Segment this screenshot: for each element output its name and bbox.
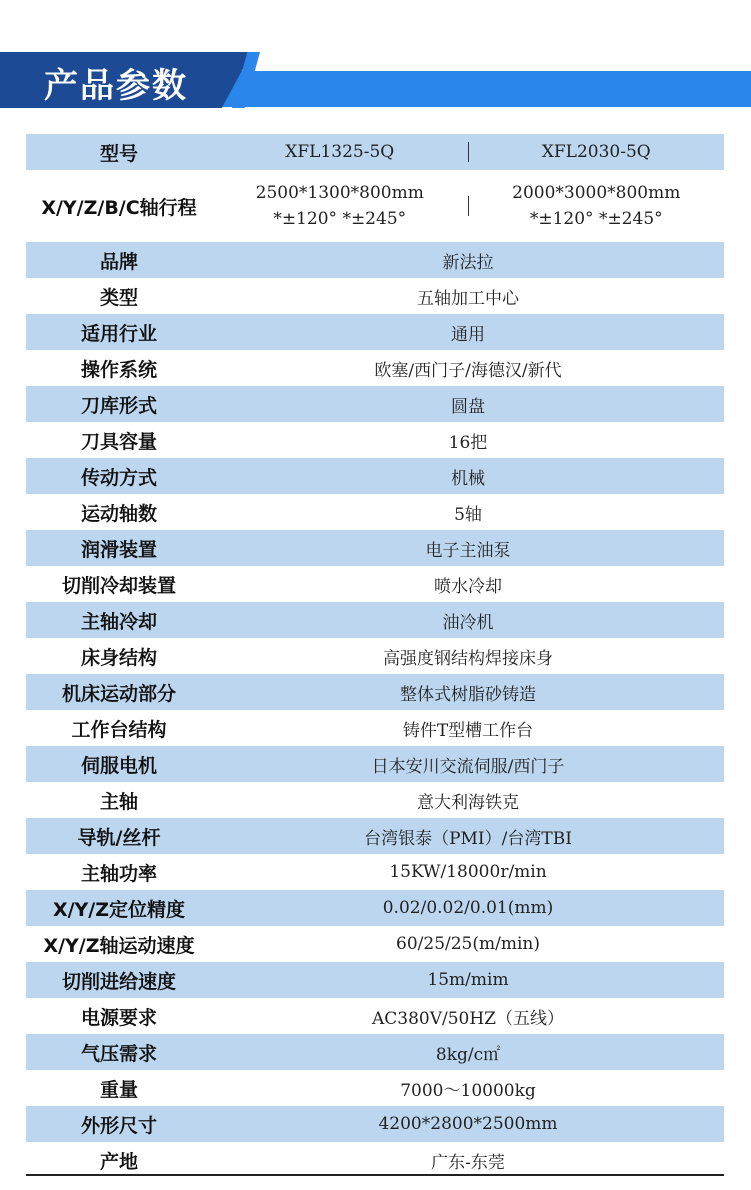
- spec-label: 主轴冷却: [80, 610, 157, 633]
- spec-value: 4200*2800*2500mm: [378, 1114, 558, 1134]
- spec-value: 15m/mim: [427, 970, 509, 990]
- spec-value: 5轴: [454, 504, 482, 525]
- spec-label: 切削冷却装置: [61, 574, 176, 597]
- spec-row: [26, 422, 724, 458]
- model-split: [212, 134, 724, 170]
- spec-label: 床身结构: [80, 646, 157, 669]
- spec-value: 高强度钢结构焊接床身: [383, 648, 553, 669]
- spec-row: [26, 710, 724, 746]
- spec-label: 类型: [99, 286, 138, 309]
- spec-label: 刀具容量: [80, 430, 157, 453]
- spec-label: 润滑装置: [80, 538, 157, 561]
- spec-value: 日本安川交流伺服/西门子: [371, 756, 565, 777]
- travel-a-line2: *±120° *±245°: [273, 209, 407, 229]
- travel-split: [212, 170, 724, 242]
- spec-value: 欧塞/西门子/海德汉/新代: [374, 360, 562, 381]
- spec-label: X/Y/Z/B/C轴行程: [41, 196, 197, 219]
- spec-label: 产地: [99, 1150, 138, 1173]
- spec-value: 60/25/25(m/min): [396, 934, 540, 954]
- spec-row: [26, 278, 724, 314]
- spec-value: 喷水冷却: [434, 576, 502, 597]
- spec-row: [26, 998, 724, 1034]
- spec-row: [26, 926, 724, 962]
- spec-row: [26, 1142, 724, 1178]
- travel-b-line1: 2000*3000*800mm: [512, 183, 681, 203]
- spec-value: 8kg/c㎡: [435, 1044, 501, 1065]
- spec-row: [26, 242, 724, 278]
- spec-row: [26, 1106, 724, 1142]
- spec-label: 重量: [99, 1078, 138, 1101]
- spec-value: 通用: [451, 324, 485, 345]
- spec-value: 电子主油泵: [425, 540, 511, 561]
- spec-label: X/Y/Z定位精度: [52, 898, 186, 921]
- spec-value: 0.02/0.02/0.01(mm): [382, 898, 554, 918]
- spec-row: [26, 602, 724, 638]
- spec-value: 铸件T型槽工作台: [402, 720, 534, 741]
- spec-row-model: [26, 134, 724, 170]
- model-a-value: XFL1325-5Q: [285, 142, 395, 162]
- travel-b-value: [469, 180, 725, 232]
- spec-label: 刀库形式: [80, 394, 157, 417]
- section-header-banner: [0, 52, 751, 112]
- spec-value: 油冷机: [442, 612, 494, 633]
- spec-value: 广东-东莞: [431, 1152, 505, 1173]
- spec-label: 工作台结构: [71, 718, 167, 741]
- spec-label: 主轴: [99, 790, 138, 813]
- spec-label: 操作系统: [80, 358, 157, 381]
- spec-value: 16把: [448, 432, 488, 453]
- spec-row: [26, 494, 724, 530]
- spec-row: [26, 818, 724, 854]
- travel-b-line2: *±120° *±245°: [529, 209, 663, 229]
- spec-row: [26, 638, 724, 674]
- spec-value: 整体式树脂砂铸造: [400, 684, 536, 705]
- spec-label: 气压需求: [80, 1042, 157, 1065]
- spec-row: [26, 350, 724, 386]
- spec-label: 传动方式: [80, 466, 157, 489]
- spec-value: AC380V/50HZ（五线）: [371, 1008, 564, 1029]
- spec-value: 圆盘: [451, 396, 485, 417]
- spec-row: [26, 746, 724, 782]
- spec-row: [26, 458, 724, 494]
- spec-row: [26, 566, 724, 602]
- spec-row: [26, 1034, 724, 1070]
- table-bottom-rule: [26, 1174, 724, 1176]
- spec-row: [26, 890, 724, 926]
- section-title: 产品参数: [44, 66, 188, 106]
- spec-value: 15KW/18000r/min: [389, 862, 547, 882]
- spec-label: 伺服电机: [80, 754, 157, 777]
- travel-a-value: [212, 180, 468, 232]
- spec-label: 切削进给速度: [61, 970, 176, 993]
- spec-value: 机械: [451, 468, 485, 489]
- spec-value: 五轴加工中心: [417, 288, 519, 309]
- travel-a-line1: 2500*1300*800mm: [255, 183, 424, 203]
- spec-table: [26, 134, 724, 1178]
- spec-row: [26, 530, 724, 566]
- spec-label: 机床运动部分: [61, 682, 176, 705]
- spec-value: 7000～10000kg: [400, 1080, 536, 1101]
- spec-value: 意大利海铁克: [417, 792, 519, 813]
- spec-label: 品牌: [99, 250, 138, 273]
- spec-row: [26, 1070, 724, 1106]
- spec-rows: [26, 242, 724, 1178]
- model-b-value: XFL2030-5Q: [541, 142, 651, 162]
- spec-label: 外形尺寸: [80, 1114, 157, 1137]
- spec-row: [26, 962, 724, 998]
- spec-value: 新法拉: [442, 252, 494, 273]
- spec-row: [26, 782, 724, 818]
- spec-row-travel: [26, 170, 724, 242]
- spec-label: 适用行业: [80, 322, 157, 345]
- spec-value: 台湾银泰（PMI）/台湾TBI: [364, 828, 572, 849]
- spec-label: 主轴功率: [80, 862, 157, 885]
- spec-label: 运动轴数: [80, 502, 157, 525]
- banner-stripe: [220, 71, 751, 107]
- spec-label: 导轨/丝杆: [77, 826, 161, 849]
- spec-label: 电源要求: [80, 1006, 157, 1029]
- spec-row: [26, 314, 724, 350]
- spec-row: [26, 854, 724, 890]
- spec-row: [26, 674, 724, 710]
- spec-row: [26, 386, 724, 422]
- spec-label: 型号: [99, 142, 138, 165]
- spec-label: X/Y/Z轴运动速度: [43, 934, 195, 957]
